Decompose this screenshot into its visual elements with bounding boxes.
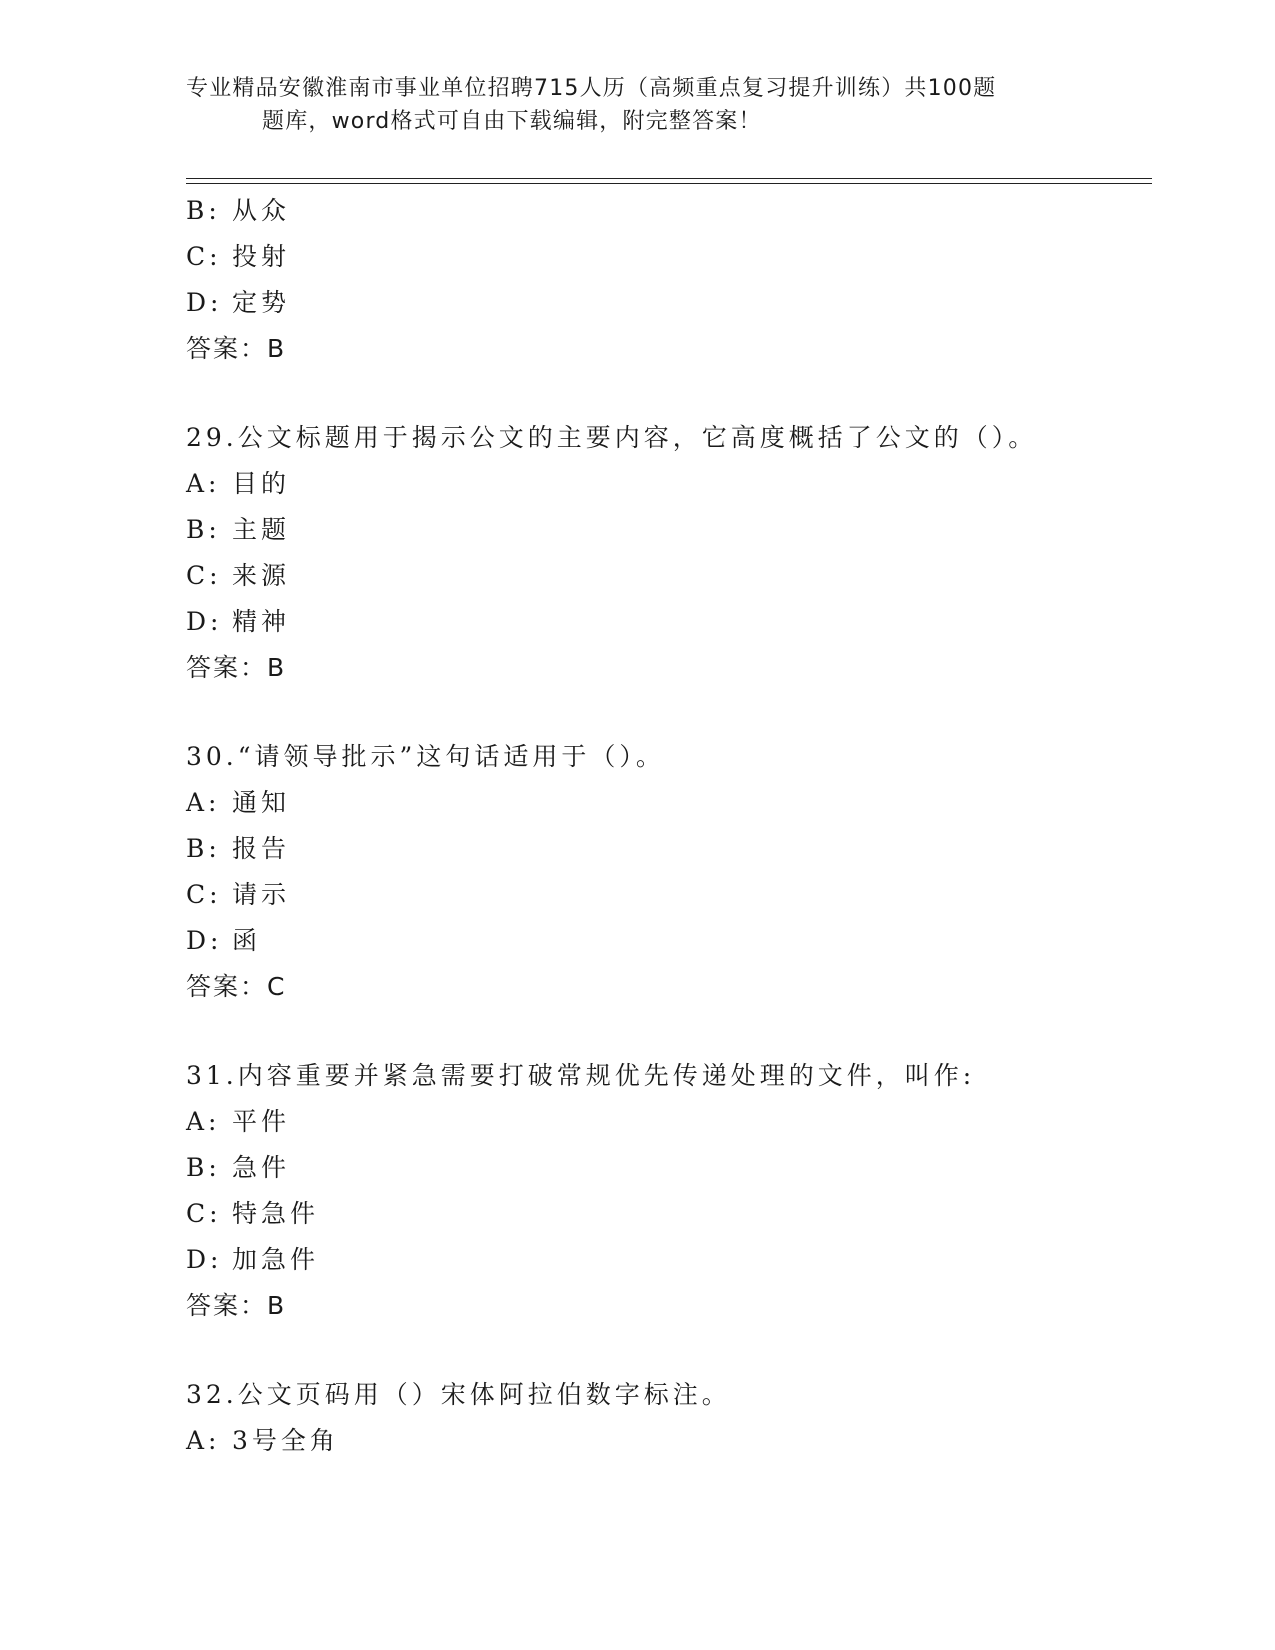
option-label: D:: [186, 926, 223, 955]
option-row: [186, 461, 1146, 507]
spacer: [186, 691, 1146, 734]
option-row: [186, 1418, 1146, 1464]
header-title-line2: 题库，word格式可自由下载编辑，附完整答案！: [262, 109, 762, 134]
option-row: [186, 553, 1146, 599]
option-text: 加急件: [232, 1245, 320, 1274]
answer-line: 答案：C: [186, 972, 287, 1001]
option-row: [186, 1191, 1146, 1237]
option-label: C:: [186, 242, 222, 271]
answer-line: 答案：B: [186, 334, 287, 363]
option-row: [186, 918, 1146, 964]
spacer: [186, 1329, 1146, 1372]
header-divider-bottom: [186, 183, 1152, 184]
option-row: [186, 872, 1146, 918]
option-label: B:: [186, 1153, 221, 1182]
question-block-28: [186, 188, 1146, 372]
option-row: [186, 826, 1146, 872]
option-row: [186, 234, 1146, 280]
option-label: B:: [186, 515, 221, 544]
question-stem: 32.公文页码用（）宋体阿拉伯数字标注。: [186, 1380, 731, 1409]
option-text: 请示: [232, 880, 291, 909]
option-text: 主题: [232, 515, 291, 544]
question-stem: 30.“请领导批示”这句话适用于（）。: [186, 742, 665, 771]
option-label: A:: [186, 1426, 221, 1455]
option-text: 目的: [232, 469, 291, 498]
option-row: [186, 280, 1146, 326]
option-text: 投射: [232, 242, 291, 271]
option-row: [186, 1237, 1146, 1283]
option-label: A:: [186, 788, 221, 817]
question-block-31: [186, 1053, 1146, 1329]
option-text: 报告: [232, 834, 291, 863]
question-block-32: [186, 1372, 1146, 1464]
question-stem: 29.公文标题用于揭示公文的主要内容，它高度概括了公文的（）。: [186, 423, 1038, 452]
answer-line: 答案：B: [186, 1291, 287, 1320]
document-header: [186, 72, 1086, 138]
option-text: 来源: [232, 561, 291, 590]
question-block-30: [186, 734, 1146, 1010]
spacer: [186, 1010, 1146, 1053]
option-row: [186, 599, 1146, 645]
option-text: 从众: [232, 196, 291, 225]
option-label: C:: [186, 880, 222, 909]
question-list: [186, 188, 1146, 1464]
option-label: D:: [186, 607, 223, 636]
header-title-line1: 专业精品安徽淮南市事业单位招聘715人历（高频重点复习提升训练）共100题: [186, 76, 997, 101]
option-label: C:: [186, 561, 222, 590]
option-text: 精神: [232, 607, 291, 636]
option-text: 定势: [232, 288, 291, 317]
option-row: [186, 780, 1146, 826]
question-block-29: [186, 415, 1146, 691]
option-text: 3号全角: [232, 1426, 339, 1455]
option-label: D:: [186, 1245, 223, 1274]
spacer: [186, 372, 1146, 415]
option-text: 平件: [232, 1107, 291, 1136]
option-label: A:: [186, 1107, 221, 1136]
option-text: 特急件: [232, 1199, 320, 1228]
option-label: B:: [186, 834, 221, 863]
option-text: 通知: [232, 788, 291, 817]
option-label: A:: [186, 469, 221, 498]
question-stem: 31.内容重要并紧急需要打破常规优先传递处理的文件，叫作:: [186, 1061, 976, 1090]
option-label: C:: [186, 1199, 222, 1228]
option-row: [186, 1145, 1146, 1191]
header-divider-top: [186, 178, 1152, 179]
option-label: B:: [186, 196, 221, 225]
option-text: 急件: [232, 1153, 291, 1182]
option-label: D:: [186, 288, 223, 317]
option-text: 函: [232, 926, 262, 955]
option-row: [186, 1099, 1146, 1145]
answer-line: 答案：B: [186, 653, 287, 682]
option-row: [186, 188, 1146, 234]
option-row: [186, 507, 1146, 553]
